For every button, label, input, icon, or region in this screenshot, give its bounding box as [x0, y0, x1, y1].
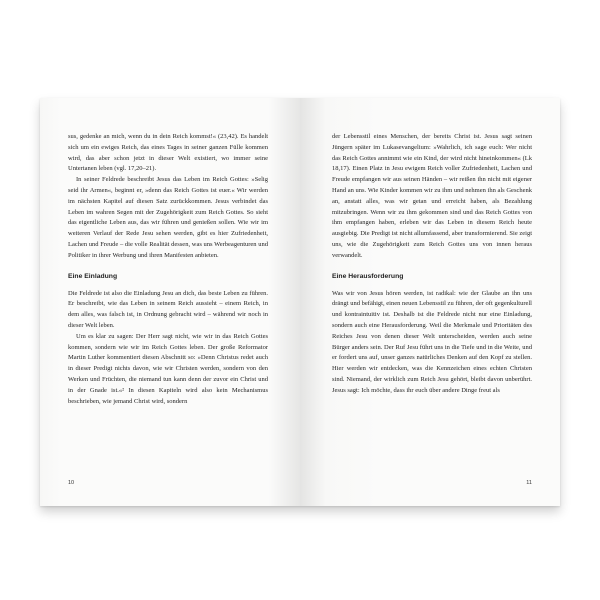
section-heading-einladung: Eine Einladung — [68, 273, 118, 281]
left-paragraph-3: Die Feldrede ist also die Einladung Jesu an dich, das beste Leben zu führen. Er beschreibt, wie das Leben in seinem Reich aussieht – einem Reich, in dem alles, was falsch ist, in Ordnung gebracht wird – während wir noch in dieser Welt leben. — [68, 289, 268, 329]
right-paragraph-2: Was wir von Jesus hören werden, ist radikal: wie der Glaube an ihn uns drängt und befähigt, einen neuen Lebensstil zu führen, der oft gegenkulturell und kontraintuitiv ist. Deshalb ist die Feldrede nicht nur eine Einladung, sondern auch eine Herausforderung. Weil die Merkmale und Prioritäten des Reiches Jesu von denen dieser Welt unterscheiden, werden auch seine Bürger anders sein. Der Ruf Jesu führt uns in die Tiefe und in die Weite, und er fordert uns auf, unser ganzes natürliches Denken auf den Kopf zu stellen. Hier werden wir entdecken, was die Kennzeichen eines echten Christen sind. Niemand, der wirklich zum Reich Jesu gehört, bleibt davon unberührt. Jesus sagt: Ich möchte, dass ihr euch über andere Dinge freut als — [332, 289, 532, 394]
right-page — [300, 98, 560, 506]
left-paragraph-4: Um es klar zu sagen: Der Herr sagt nicht, wie wir in das Reich Gottes kommen, sondern wie wir im Reich Gottes leben. Der große Reformator Martin Luther kommentiert diesen Abschnitt so: »Denn Christus redet auch in dieser Predigt nichts davon, wie wir Christen werden, sondern von den Werken und Früchten, die niemand tun kann denn der zuvor ein Christ und in der Gnade ist.«² In diesen Kapiteln wird also kein Mechanismus beschrieben, wie jemand Christ wird, sondern — [68, 332, 268, 405]
right-paragraph-1: der Lebensstil eines Menschen, der bereits Christ ist. Jesus sagt seinen Jüngern später im Lukasevangelium: »Wahrlich, ich sage euch: Wer nicht das Reich Gottes annimmt wie ein Kind, der wird nicht hineinkommen« (Lk 18,17). Einen Platz in Jesu ewigem Reich voller Zufriedenheit, Lachen und Freude empfangen wir aus seinen Händen – wir reißen ihn nicht mit eigener Hand an uns. Wie Kinder kommen wir zu ihm und nehmen ihn als Geschenk an, anstatt alles, was wir getan und erreicht haben, als Bezahlung mitzubringen. Wenn wir zu ihm gekommen sind und das Reich Gottes von ihm empfangen haben, erleben wir das Leben in diesem Reich heute ausgiebig. Die Predigt ist nicht allumfassend, aber transformierend. Sie zeigt uns, wie die Zugehörigkeit zum Reich Gottes uns von innen heraus verwandelt. — [332, 133, 532, 259]
left-page — [40, 98, 300, 506]
section-heading-herausforderung: Eine Herausforderung — [332, 273, 404, 281]
left-paragraph-1: sus, gedenke an mich, wenn du in dein Reich kommst!« (23,42). Es handelt sich um ein ewiges Reich, das eines Tages in seiner ganzen Fülle kommen wird, das aber schon jetzt in dieser Welt existiert, wo immer seine Untertanen leben (vgl. 17,20–21). — [68, 133, 268, 173]
page-number-left: 10 — [68, 480, 75, 486]
left-page-text — [68, 132, 268, 407]
page-number-right: 11 — [526, 480, 532, 486]
right-page-text — [332, 132, 532, 397]
open-book-spread — [40, 98, 560, 506]
left-paragraph-2: In seiner Feldrede beschreibt Jesus das Leben im Reich Gottes: »Selig seid ihr Armen«, beginnt er, »denn das Reich Gottes ist euer.« Wir werden im nächsten Kapitel auf diesen Satz zurückkommen. Jesus verbindet das Leben im wahren Segen mit der Zugehörigkeit zum Reich Gottes. So sieht das eigentliche Leben aus, das wir führen und genießen sollen. Wie wir im weiteren Verlauf der Rede Jesu sehen werden, gibt es hier Zufriedenheit, Lachen und Freude – die volle Realität dessen, was uns Werbeagenturen und Politiker in ihrer Werbung und ihren Manifesten anbieten. — [68, 176, 268, 259]
